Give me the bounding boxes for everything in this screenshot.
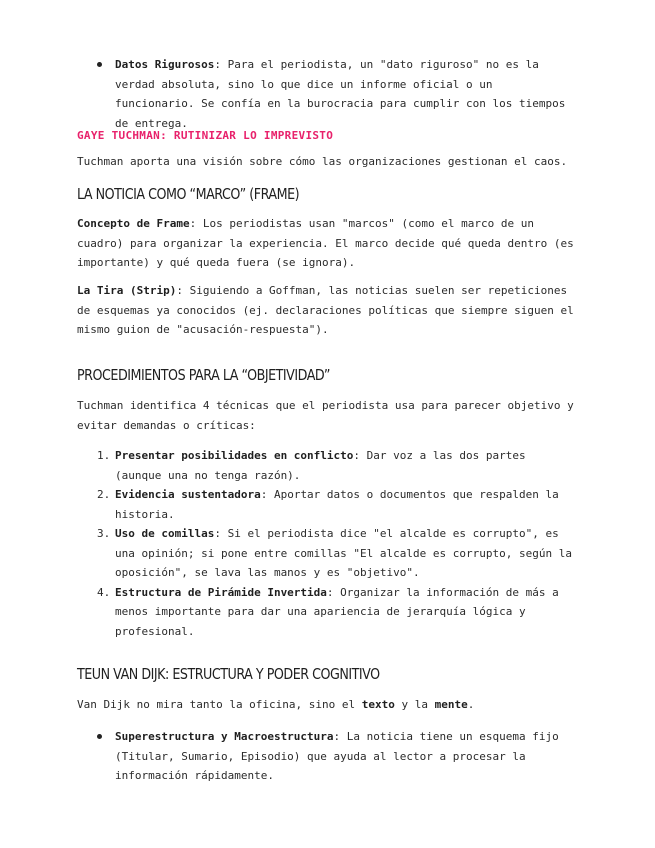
tuchman-intro: Tuchman aporta una visión sobre cómo las organizaciones gestionan el caos. bbox=[77, 155, 568, 168]
list-item bbox=[97, 55, 577, 133]
intro-text: Van Dijk no mira tanto la oficina, sino el bbox=[77, 698, 362, 711]
item-number: 4. bbox=[97, 585, 111, 599]
item-text: : Si el periodista dice "el alcalde es corrupto", es una opinión; si pone entre comillas "El alcalde es corrupto, según la oposición", se lava las manos y es "objetivo". bbox=[115, 527, 572, 579]
paragraph-term: Concepto de Frame bbox=[77, 217, 190, 230]
list-item bbox=[97, 727, 577, 786]
vandijk-bullet-list bbox=[97, 727, 577, 786]
item-term: Uso de comillas bbox=[115, 527, 215, 540]
frame-heading: LA NOTICIA COMO “MARCO” (FRAME) bbox=[77, 185, 300, 203]
item-term: Presentar posibilidades en conflicto bbox=[115, 449, 354, 462]
top-bullet-list bbox=[97, 55, 577, 133]
vandijk-heading: TEUN VAN DIJK: ESTRUCTURA Y PODER COGNITIVO bbox=[77, 665, 380, 683]
item-number: 3. bbox=[97, 527, 111, 540]
item-text: : Aportar datos o documentos que respalden la historia. bbox=[115, 488, 559, 521]
bullet-text: : Para el periodista, un "dato riguroso" no es la verdad absoluta, sino lo que dice un informe oficial o un funcionario. Se confía en la burocracia para cumplir con los tiempos de entrega. bbox=[115, 58, 566, 130]
tuchman-heading: GAYE TUCHMAN: RUTINIZAR LO IMPREVISTO bbox=[77, 129, 334, 142]
objectivity-intro: Tuchman identifica 4 técnicas que el periodista usa para parecer objetivo y evitar demandas o críticas: bbox=[77, 399, 574, 432]
item-text: : Organizar la información de más a menos importante para dar una apariencia de jerarquía lógica y profesional. bbox=[115, 585, 559, 638]
objectivity-techniques-list bbox=[97, 446, 577, 641]
paragraph-text: : Siguiendo a Goffman, las noticias suelen ser repeticiones de esquemas ya conocidos (ej. declaraciones políticas que siempre siguen el mismo guion de "acusación-respuesta"). bbox=[77, 284, 574, 336]
paragraph-term: La Tira (Strip) bbox=[77, 284, 177, 297]
item-term: Evidencia sustentadora bbox=[115, 488, 261, 501]
vandijk-intro bbox=[77, 695, 582, 715]
item-text: : Dar voz a las dos partes (aunque una no tenga razón). bbox=[115, 449, 526, 482]
list-item bbox=[97, 583, 577, 642]
list-item bbox=[97, 446, 577, 485]
frame-paragraph bbox=[77, 214, 582, 273]
bullet-term: Datos Rigurosos bbox=[115, 58, 215, 71]
paragraph-text: : Los periodistas usan "marcos" (como el marco de un cuadro) para organizar la experiencia. El marco decide qué queda dentro (es importante) y qué queda fuera (se ignora). bbox=[77, 217, 574, 269]
item-number: 1. bbox=[97, 449, 111, 462]
list-item bbox=[97, 485, 577, 524]
item-term: Estructura de Pirámide Invertida bbox=[115, 585, 327, 599]
intro-text: . bbox=[467, 698, 475, 711]
objectivity-heading: PROCEDIMIENTOS PARA LA “OBJETIVIDAD” bbox=[77, 366, 330, 384]
intro-text: y la bbox=[394, 698, 435, 711]
strip-paragraph bbox=[77, 281, 582, 340]
bullet-text: : La noticia tiene un esquema fijo (Titular, Sumario, Episodio) que ayuda al lector a procesar la información rápidamente. bbox=[115, 730, 559, 782]
intro-emphasis-mente: mente bbox=[434, 698, 468, 711]
list-item bbox=[97, 524, 577, 583]
intro-emphasis-texto: texto bbox=[361, 698, 395, 711]
item-number: 2. bbox=[97, 488, 111, 501]
bullet-term: Superestructura y Macroestructura bbox=[115, 730, 334, 743]
